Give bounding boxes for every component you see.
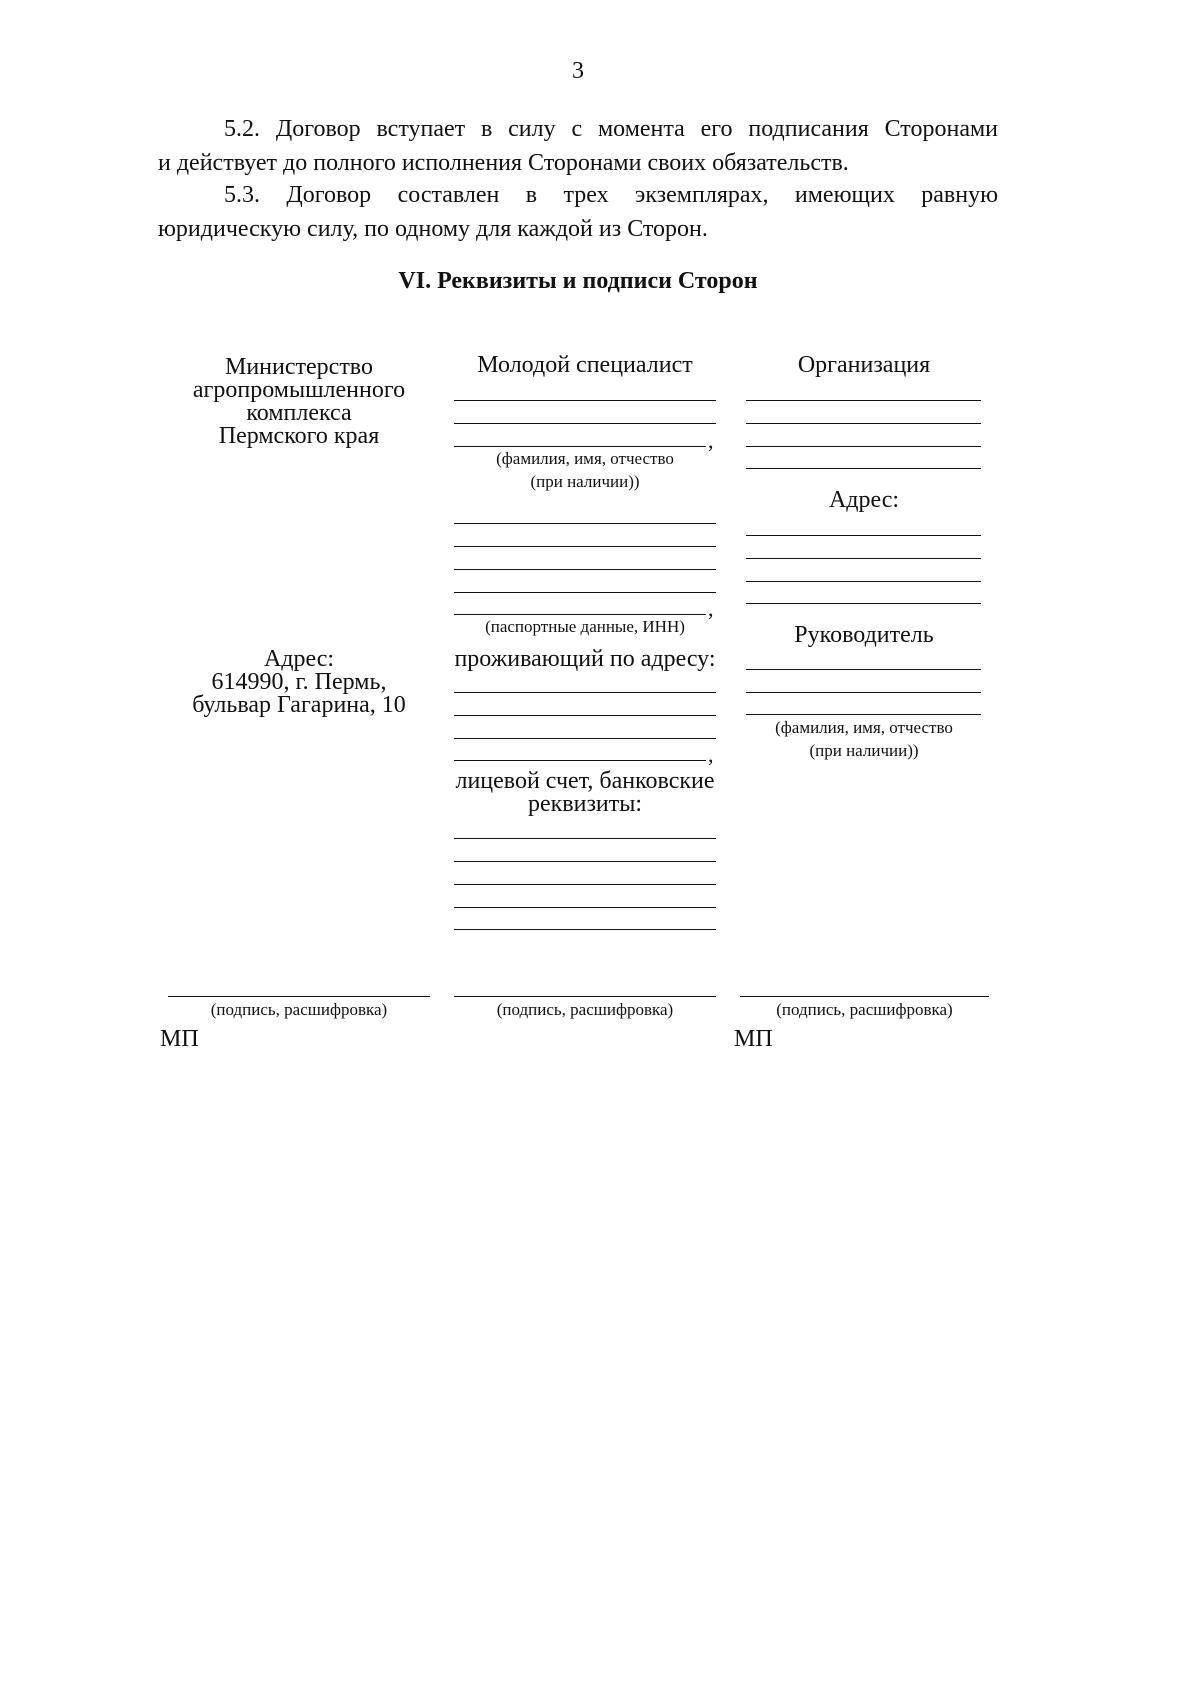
specialist-address-comma: , — [708, 742, 714, 767]
organization-signature-line — [740, 996, 989, 997]
organization-name-line — [746, 423, 981, 424]
specialist-signature-line — [454, 996, 716, 997]
organization-address-line — [746, 558, 981, 559]
ministry-name-line: агропромышленного — [192, 377, 406, 403]
organization-name-line — [746, 400, 981, 401]
specialist-fio-caption-line: (при наличии)) — [530, 472, 640, 491]
organization-address-line — [746, 535, 981, 536]
ministry-name-line: Пермского края — [218, 423, 380, 449]
organization-head-line — [746, 669, 981, 670]
organization-head-caption-line: (фамилия, имя, отчество — [775, 718, 953, 737]
ministry-name — [168, 356, 430, 448]
paragraph-5-2 — [158, 112, 998, 180]
paragraph-5-3 — [158, 178, 998, 246]
specialist-fio-caption-line: (фамилия, имя, отчество — [496, 449, 674, 468]
specialist-heading: Молодой специалист — [477, 352, 693, 378]
specialist-bank-label-line: лицевой счет, банковские — [455, 768, 715, 794]
specialist-passport-comma: , — [708, 596, 714, 621]
organization-address-line — [746, 603, 981, 604]
specialist-bank-line — [454, 907, 716, 908]
specialist-passport-line — [454, 546, 716, 547]
section-title: VI. Реквизиты и подписи Сторон — [398, 268, 758, 294]
specialist-passport-line — [454, 523, 716, 524]
specialist-passport-line — [454, 569, 716, 570]
page-number: 3 — [572, 58, 584, 84]
specialist-bank-line — [454, 861, 716, 862]
specialist-bank-line — [454, 838, 716, 839]
specialist-address-line — [454, 692, 716, 693]
organization-head-line — [746, 692, 981, 693]
specialist-signature-caption: (подпись, расшифровка) — [496, 1000, 674, 1019]
organization-address-label: Адрес: — [828, 487, 900, 513]
specialist-residing-label: проживающий по адресу: — [454, 646, 716, 672]
specialist-bank-line — [454, 929, 716, 930]
ministry-address-label: Адрес: — [263, 646, 335, 672]
specialist-fio-line — [454, 423, 716, 424]
paragraph-5-3-line-1: 5.3. Договор составлен в трех экземплярах, имеющих равную — [224, 182, 998, 208]
organization-name-line — [746, 446, 981, 447]
ministry-name-line: комплекса — [246, 400, 352, 426]
specialist-address-line — [454, 715, 716, 716]
ministry-signature-line — [168, 996, 430, 997]
organization-head-caption-line: (при наличии)) — [809, 741, 919, 760]
specialist-fio-caption — [440, 447, 730, 493]
ministry-address-line: 614990, г. Пермь, — [211, 669, 387, 695]
organization-address-line — [746, 581, 981, 582]
organization-head-line — [746, 714, 981, 715]
paragraph-5-2-line-2: и действует до полного исполнения Сторонами своих обязательств. — [158, 150, 849, 176]
specialist-fio-comma: , — [708, 428, 714, 453]
specialist-bank-label — [430, 770, 740, 816]
organization-seal-mark: МП — [734, 1026, 773, 1052]
ministry-name-line: Министерство — [225, 354, 373, 380]
organization-head-caption — [746, 716, 982, 762]
ministry-seal-mark: МП — [160, 1026, 199, 1052]
organization-head-label: Руководитель — [794, 622, 934, 648]
paragraph-5-3-line-2: юридическую силу, по одному для каждой из Сторон. — [158, 216, 708, 242]
organization-heading: Организация — [797, 352, 931, 378]
specialist-passport-caption: (паспортные данные, ИНН) — [485, 617, 685, 636]
specialist-address-line — [454, 760, 706, 761]
organization-name-line — [746, 468, 981, 469]
ministry-address-line: бульвар Гагарина, 10 — [192, 692, 406, 718]
specialist-passport-line — [454, 592, 716, 593]
organization-signature-caption: (подпись, расшифровка) — [776, 1000, 953, 1019]
ministry-address — [168, 648, 430, 717]
ministry-signature-caption: (подпись, расшифровка) — [210, 1000, 388, 1019]
paragraph-5-2-line-1: 5.2. Договор вступает в силу с момента его подписания Сторонами — [224, 116, 998, 142]
specialist-bank-line — [454, 884, 716, 885]
specialist-fio-line — [454, 400, 716, 401]
specialist-bank-label-line: реквизиты: — [527, 791, 643, 817]
specialist-address-line — [454, 738, 716, 739]
